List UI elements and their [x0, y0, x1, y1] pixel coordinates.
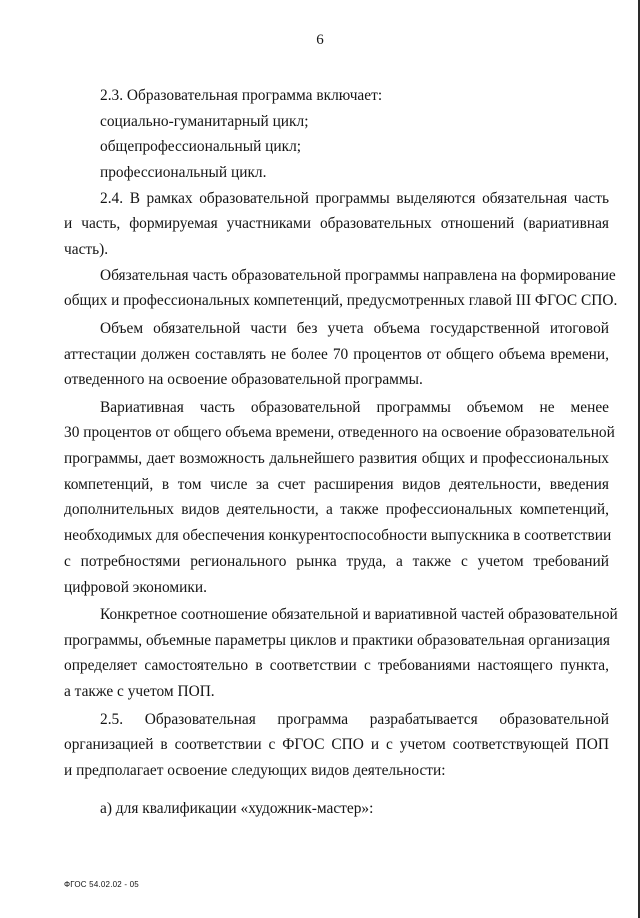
text-line: 2.4. В рамках образовательной программы выделяются обязательная часть: [100, 190, 609, 207]
text-line: а) для квалификации «художник-мастер»:: [100, 800, 374, 817]
text-line: аттестации должен составлять не более 70 процентов от общего объема времени,: [64, 346, 609, 363]
text-line: цифровой экономики.: [64, 579, 207, 596]
text-line: социально-гуманитарный цикл;: [100, 113, 309, 130]
text-line: Конкретное соотношение обязательной и вариативной частей образовательной: [100, 606, 618, 623]
text-line: общих и профессиональных компетенций, предусмотренных главой III ФГОС СПО.: [64, 292, 618, 309]
text-line: Вариативная часть образовательной программы объемом не менее: [100, 399, 609, 416]
text-line: а также с учетом ПОП.: [64, 683, 215, 700]
text-line: часть).: [64, 241, 109, 258]
text-line: программы, объемные параметры циклов и практики образовательная организация: [64, 632, 610, 649]
text-line: и предполагает освоение следующих видов деятельности:: [64, 762, 446, 779]
text-line: дополнительных видов деятельности, а также профессиональных компетенций,: [64, 501, 609, 518]
text-line: профессиональный цикл.: [100, 164, 267, 181]
text-line: 2.3. Образовательная программа включает:: [100, 87, 383, 104]
text-line: с потребностями регионального рынка труда, а также с учетом требований: [64, 553, 609, 570]
page-number: 6: [316, 32, 324, 48]
text-line: программы, дает возможность дальнейшего развития общих и профессиональных: [64, 450, 609, 467]
text-line: Объем обязательной части без учета объема государственной итоговой: [100, 320, 609, 337]
text-line: организацией в соответствии с ФГОС СПО и с учетом соответствующей ПОП: [64, 736, 609, 753]
text-line: определяет самостоятельно в соответствии с требованиями настоящего пункта,: [64, 657, 609, 674]
text-line: и часть, формируемая участниками образовательных отношений (вариативная: [64, 215, 609, 232]
text-line: Обязательная часть образовательной программы направлена на формирование: [100, 267, 616, 284]
text-line: 2.5. Образовательная программа разрабатывается образовательной: [100, 711, 609, 728]
text-line: необходимых для обеспечения конкурентоспособности выпускника в соответствии: [64, 527, 612, 544]
text-line: отведенного на освоение образовательной программы.: [64, 371, 423, 388]
text-line: компетенций, в том числе за счет расширения видов деятельности, введения: [64, 476, 609, 493]
text-line: 30 процентов от общего объема времени, отведенного на освоение образовательной: [64, 424, 615, 441]
footer-document-code: ФГОС 54.02.02 - 05: [64, 880, 139, 889]
text-line: общепрофессиональный цикл;: [100, 138, 302, 155]
